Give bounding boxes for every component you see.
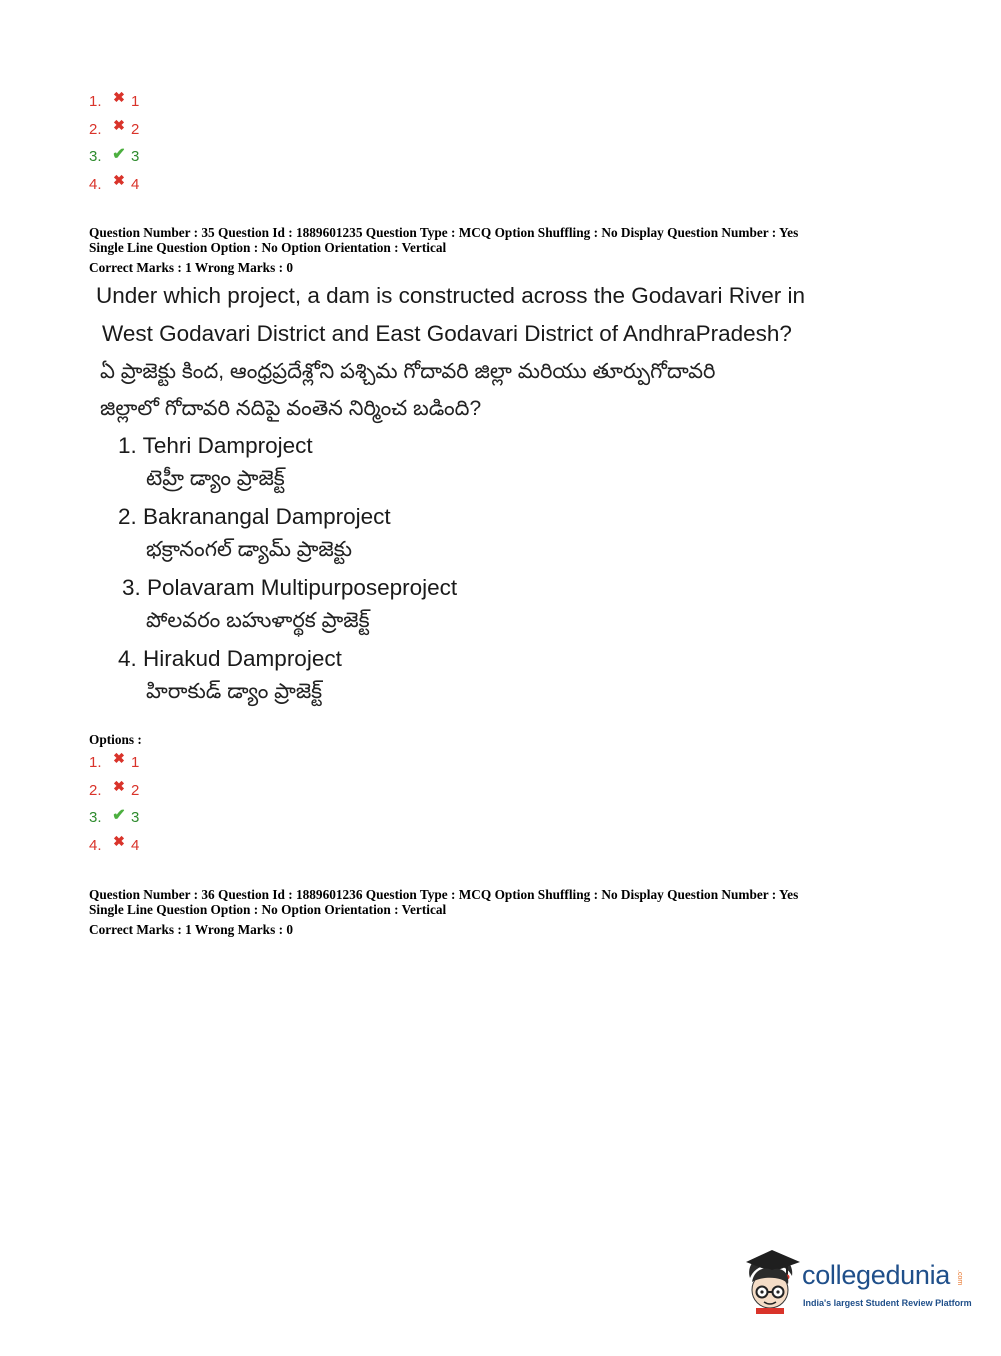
- question-text-te: జిల్లాలో గోదావరి నదిపై వంతెన నిర్మించ బడింది?: [100, 397, 482, 420]
- choice-text-en: 1. Tehri Damproject: [118, 433, 313, 458]
- cross-icon: ✖: [113, 832, 125, 849]
- meta-line-1: Question Number : 36 Question Id : 1889601236 Question Type : MCQ Option Shuffling : No Display Question Number : Yes: [89, 887, 799, 902]
- options-label: Options :: [89, 732, 142, 747]
- option-item: [89, 116, 139, 144]
- meta-line-3: Correct Marks : 1 Wrong Marks : 0: [89, 260, 293, 275]
- prev-question-options: [89, 88, 139, 198]
- cross-icon: ✖: [113, 171, 125, 188]
- choice-text-te: హిరాకుడ్ డ్యాం ప్రాజెక్ట్: [146, 680, 323, 703]
- option-number: 2.: [89, 120, 102, 138]
- question-text-en: West Godavari District and East Godavari District of AndhraPradesh?: [102, 321, 792, 346]
- option-item: [89, 832, 139, 860]
- option-value: 4: [131, 836, 140, 854]
- cross-icon: ✖: [113, 750, 125, 766]
- option-value: 3: [131, 148, 140, 165]
- option-value: 2: [131, 120, 140, 138]
- option-value: 2: [131, 781, 140, 799]
- option-value: 3: [131, 809, 140, 826]
- question-meta: [89, 225, 798, 275]
- option-number: 4.: [89, 175, 102, 193]
- option-number: 3.: [89, 809, 102, 826]
- question-body: [96, 277, 916, 713]
- answer-choice: [118, 642, 916, 707]
- answer-choice: [118, 571, 916, 636]
- option-number: 2.: [89, 781, 102, 799]
- logo-brand: collegedunia: [802, 1260, 951, 1290]
- question-text-en: Under which project, a dam is constructed across the Godavari River in: [96, 283, 806, 308]
- answer-choice: [118, 429, 916, 494]
- logo-tagline: India's largest Student Review Platform: [803, 1298, 972, 1308]
- option-number: 3.: [89, 148, 102, 165]
- meta-line-3: Correct Marks : 1 Wrong Marks : 0: [89, 922, 293, 937]
- answer-choices: [118, 429, 916, 707]
- choice-text-te: భక్రానంగల్ డ్యామ్ ప్రాజెక్టు: [146, 538, 352, 561]
- collegedunia-logo: [742, 1248, 972, 1318]
- question-meta: [89, 887, 798, 937]
- cross-icon: ✖: [113, 116, 125, 133]
- option-value: 1: [131, 754, 140, 771]
- option-number: 1.: [89, 93, 102, 110]
- mascot-icon: [742, 1248, 804, 1314]
- option-number: 4.: [89, 836, 102, 854]
- choice-text-en: 4. Hirakud Damproject: [118, 646, 342, 671]
- option-item: [89, 171, 139, 199]
- option-value: 4: [131, 175, 140, 193]
- logo-dotcom: .com: [956, 1270, 963, 1286]
- cross-icon: ✖: [113, 89, 125, 105]
- question-text-te: ఏ ప్రాజెక్టు కింద, ఆంధ్రప్రదేశ్లోని పశ్చిమ గోదావరి జిల్లా మరియు తూర్పుగోదావరి: [100, 360, 716, 383]
- option-value: 1: [131, 93, 140, 110]
- cross-icon: ✖: [113, 777, 125, 794]
- answer-choice: [118, 500, 916, 565]
- choice-text-en: 2. Bakranangal Damproject: [118, 504, 391, 529]
- check-icon: ✔: [112, 807, 126, 824]
- question-options: [89, 749, 139, 859]
- meta-line-1: Question Number : 35 Question Id : 1889601235 Question Type : MCQ Option Shuffling : No Display Question Number : Yes: [89, 225, 799, 240]
- option-item: [89, 777, 139, 805]
- check-icon: ✔: [112, 146, 126, 163]
- meta-line-2: Single Line Question Option : No Option Orientation : Vertical: [89, 240, 447, 255]
- option-number: 1.: [89, 754, 102, 771]
- choice-text-te: టెహ్రీ డ్యాం ప్రాజెక్ట్: [146, 467, 285, 490]
- choice-text-te: పోలవరం బహుళార్థక ప్రాజెక్ట్: [146, 609, 370, 632]
- meta-line-2: Single Line Question Option : No Option Orientation : Vertical: [89, 902, 447, 917]
- choice-text-en: 3. Polavaram Multipurposeproject: [122, 575, 458, 600]
